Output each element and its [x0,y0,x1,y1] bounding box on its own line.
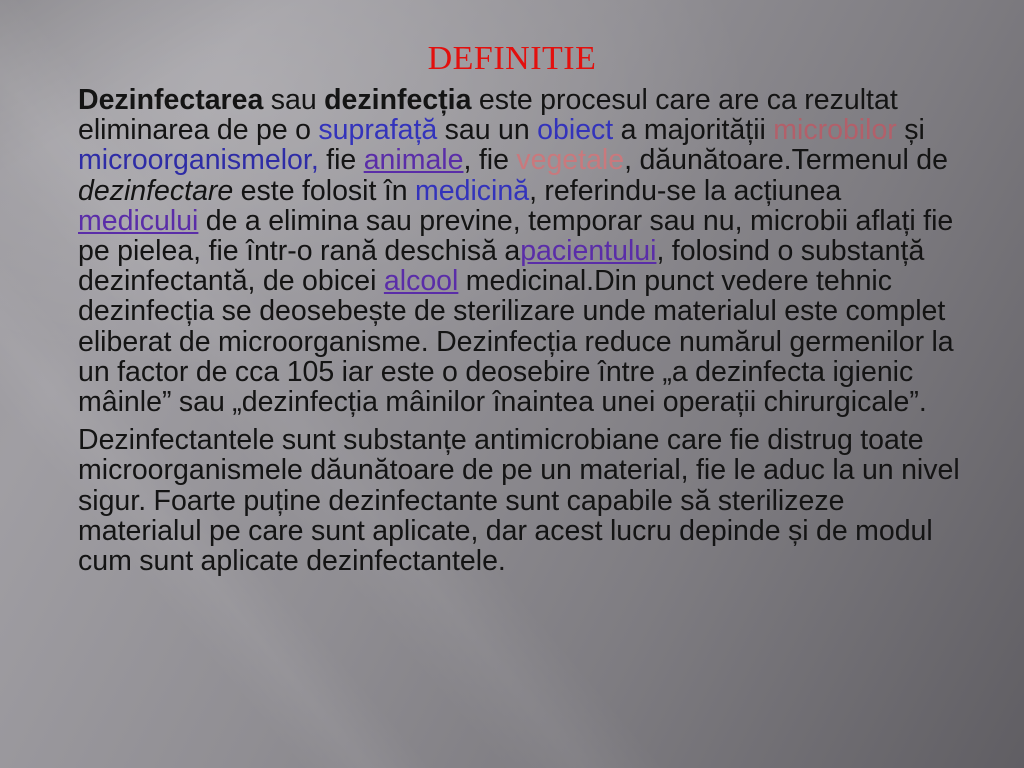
body-text: și [896,114,933,147]
body-text: , referindu-se la acțiunea [529,174,849,207]
hyperlink[interactable]: animale [363,144,464,177]
highlighted-term: microorganismelor, [78,144,319,177]
body-text: fie [318,144,364,177]
body-text: medicinal.Din punct vedere tehnic dezinfecția se deosebește de sterilizare unde materialul este complet eliberat de microorganisme. Dezinfecția reduce numărul germenilor la un factor de cca 105 iar este o deosebire între „a dezinfecta igienic mâinle” sau „dezinfecția mâinilor înaintea unei operații chirurgicale”. [78,265,962,419]
body-text: este procesul care are ca rezultat eliminarea de pe o [78,84,906,147]
highlighted-term: suprafață [318,114,438,147]
paragraph [78,85,962,417]
bold-term: dezinfecția [324,84,472,116]
hyperlink[interactable]: pacientului [520,235,657,268]
bold-term: Dezinfectarea [78,84,264,116]
highlighted-term: microbilor [773,114,897,147]
highlighted-term: vegetale [516,144,625,177]
paragraph [78,424,968,578]
slide-title: DEFINITIE [427,40,597,77]
highlighted-term: medicină [415,174,530,207]
hyperlink[interactable]: medicului [78,204,199,237]
body-text: , dăunătoare.Termenul de [624,144,956,177]
body-text: sau un [437,114,538,147]
body-text: sau [263,84,325,116]
body-text: a majorității [613,114,774,147]
slide-body [78,84,968,578]
body-text: Dezinfectantele sunt substanțe antimicrobiane care fie distrug toate microorganismele dăunătoare de pe un material, fie le aduc la un nivel sigur. Foarte puține dezinfectante sunt capabile să sterilizeze materialul pe care sunt aplicate, dar acest lucru depinde și de modul cum sunt aplicate dezinfectantele. [78,424,968,578]
body-text: de a elimina sau previne, temporar sau nu, microbii aflați fie pe pielea, fie într-o rană deschisă a [78,204,961,268]
body-text: , folosind o substanță dezinfectantă, de obicei [78,235,932,298]
hyperlink[interactable]: alcool [383,265,459,298]
highlighted-term: obiect [537,114,614,147]
italic-term: dezinfectare [78,174,234,207]
body-text: , fie [463,144,517,177]
body-text: este folosit în [233,174,416,207]
